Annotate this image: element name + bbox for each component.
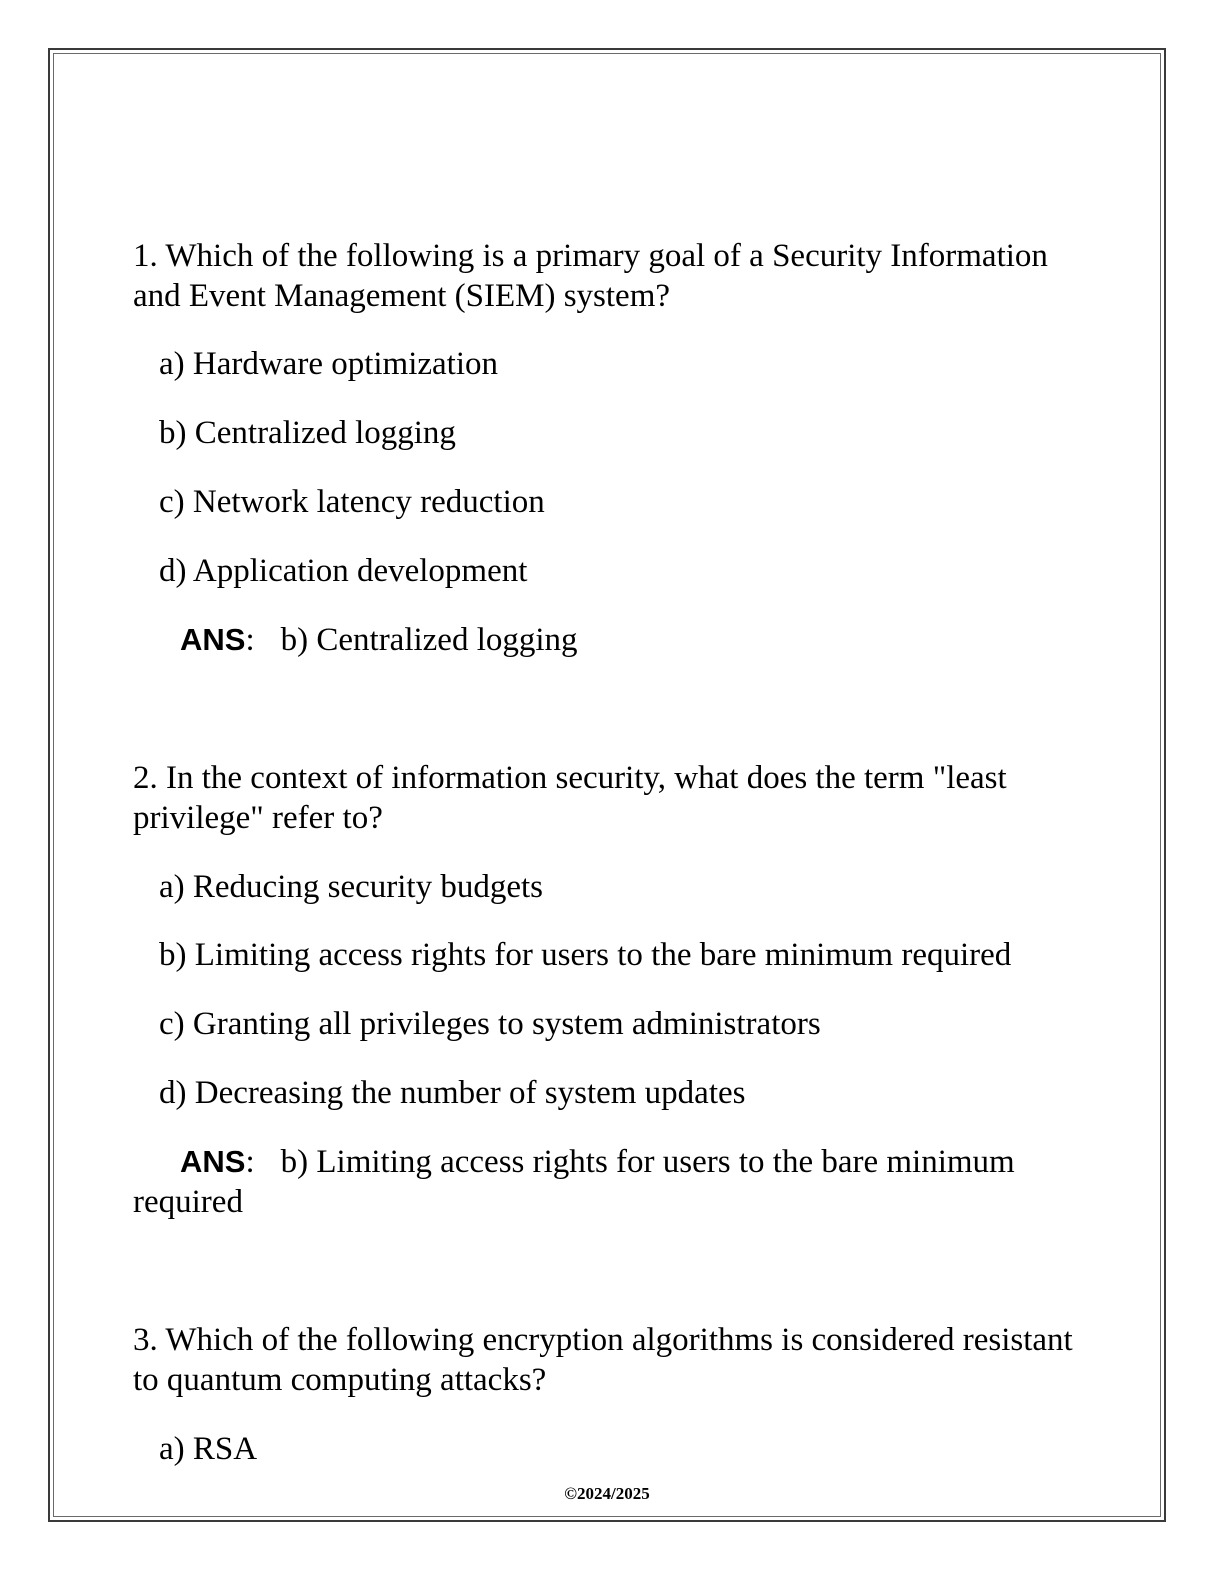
question-3-option-a: a) RSA [159,1431,258,1467]
question-2-answer [133,1142,1093,1222]
answer-label: ANS [180,622,246,657]
footer-copyright: ©2024/2025 [564,1484,650,1503]
answer-text: b) Centralized logging [280,622,578,658]
question-1-option-d: d) Application development [159,553,528,589]
answer-text: b) Limiting access rights for users to the bare minimum required [133,1144,1015,1220]
question-1-option-b: b) Centralized logging [159,415,456,451]
answer-colon: : [245,1144,255,1180]
question-2-text: 2. In the context of information security, what does the term "least privilege" refer to? [133,760,1007,836]
question-1-text: 1. Which of the following is a primary goal of a Security Information and Event Management (SIEM) system? [133,238,1048,314]
question-3-text: 3. Which of the following encryption algorithms is considered resistant to quantum computing attacks? [133,1322,1073,1398]
question-2-option-c: c) Granting all privileges to system administrators [159,1006,821,1042]
question-2-option-b: b) Limiting access rights for users to the bare minimum required [159,937,1012,973]
question-1-answer [133,620,1093,660]
question-2-option-a: a) Reducing security budgets [159,869,543,905]
question-1-option-c: c) Network latency reduction [159,484,545,520]
question-1-option-a: a) Hardware optimization [159,346,499,382]
answer-label: ANS [180,1144,246,1179]
answer-colon: : [245,622,255,658]
question-2-option-d: d) Decreasing the number of system updates [159,1075,746,1111]
